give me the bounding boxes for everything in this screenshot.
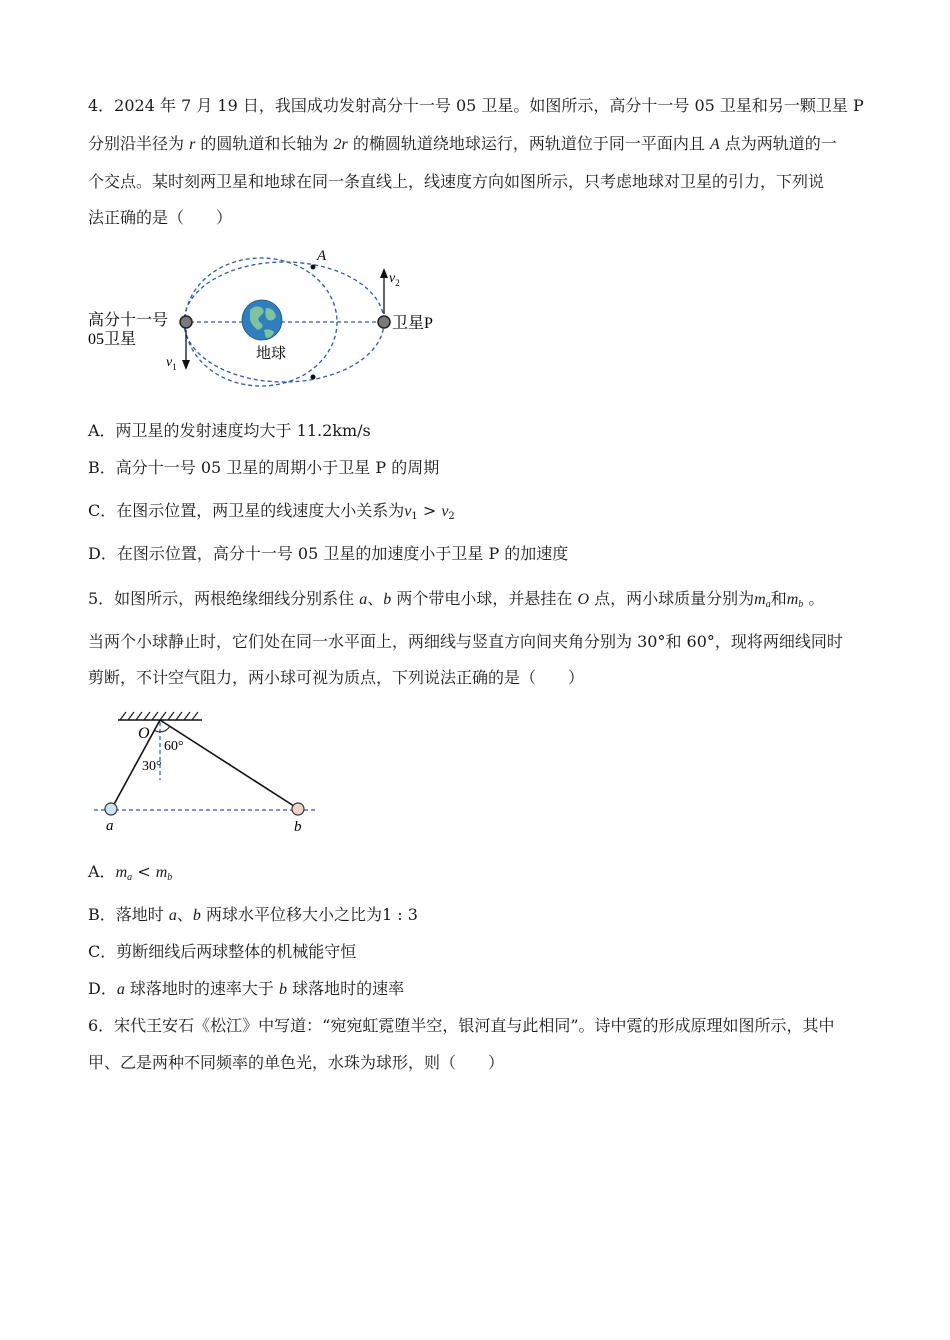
q6-stem-line2: 甲、乙是两种不同频率的单色光，水珠为球形，则（ ） <box>88 1053 505 1072</box>
q5-text: 、 <box>367 589 384 608</box>
op-lt: < <box>132 862 156 881</box>
q5-pendulum-figure <box>86 708 326 838</box>
q5-option-b-text: 、 <box>176 905 193 924</box>
label-60: 60° <box>164 739 184 754</box>
label-v1-sub: 1 <box>172 362 177 372</box>
label-sat1-line1: 高分十一号 <box>88 312 169 329</box>
q5-option-a[interactable] <box>88 862 172 888</box>
q5-option-d-text: D． <box>88 979 117 998</box>
ball-a <box>105 803 117 815</box>
label-o: O <box>138 725 150 742</box>
var-v1-sub: 1 <box>411 511 418 522</box>
angle-arc-30 <box>154 730 160 732</box>
var-v2-sub: 2 <box>448 511 455 522</box>
earth-icon <box>242 300 282 340</box>
q4-text: 的圆轨道和长轴为 <box>195 134 334 153</box>
var-ma: m <box>115 864 128 881</box>
satellite-gaofen-icon <box>180 316 192 328</box>
satellite-p-icon <box>378 316 390 328</box>
q5-text: 5．如图所示，两根绝缘细线分别系住 <box>88 589 360 608</box>
q4-orbit-figure <box>80 238 460 408</box>
var-v2: v <box>441 503 449 520</box>
q5-option-d[interactable] <box>88 979 404 1000</box>
q4-option-d[interactable]: D．在图示位置，高分十一号 05 卫星的加速度小于卫星 P 的加速度 <box>88 544 569 563</box>
var-ma: m <box>754 591 766 608</box>
op-gt: > <box>417 501 442 520</box>
point-a-dot <box>311 265 316 270</box>
var-ma-sub: a <box>127 872 133 883</box>
var-A: A <box>709 136 720 153</box>
q5-option-a-label: A． <box>88 862 116 881</box>
label-v1-main: v <box>166 355 173 370</box>
var-mb: m <box>786 591 799 608</box>
q5-option-b[interactable] <box>88 905 418 926</box>
q4-option-b[interactable]: B．高分十一号 05 卫星的周期小于卫星 P 的周期 <box>88 458 440 477</box>
label-sat-p: 卫星P <box>392 315 433 332</box>
var-o: O <box>577 591 590 608</box>
q5-text: 点，两小球质量分别为 <box>589 589 755 608</box>
q4-option-c-text: C．在图示位置，两卫星的线速度大小关系为 <box>88 501 405 520</box>
label-ball-a: a <box>106 818 114 834</box>
q5-option-b-text: 两球水平位移大小之比为1 : 3 <box>200 905 418 924</box>
v1-arrowhead-icon <box>182 360 190 370</box>
label-ball-b: b <box>294 819 302 835</box>
point-b-dot <box>311 375 316 380</box>
var-v1: v <box>404 503 412 520</box>
label-30: 30° <box>142 759 162 774</box>
q6-stem-line1: 6．宋代王安石《松江》中写道：“宛宛虹霓堕半空，银河直与此相同”。诗中霓的形成原理如图所示，其中 <box>88 1016 835 1035</box>
q4-option-c[interactable] <box>88 501 455 527</box>
var-ma-sub: a <box>765 599 771 610</box>
label-v2-sub: 2 <box>395 278 400 288</box>
q4-stem-line4: 法正确的是（ ） <box>88 208 233 227</box>
q5-option-d-text: 球落地时的速率大于 <box>124 979 280 998</box>
q5-option-b-text: B．落地时 <box>88 905 169 924</box>
q4-text: 的椭圆轨道绕地球运行，两轨道位于同一平面内且 <box>347 134 710 153</box>
label-earth: 地球 <box>256 346 287 362</box>
label-v1 <box>166 355 177 372</box>
var-mb-sub: b <box>167 872 173 883</box>
var-a: a <box>359 591 368 608</box>
q5-option-c[interactable]: C．剪断细线后两球整体的机械能守恒 <box>88 942 357 961</box>
q4-text: 点为两轨道的一 <box>719 134 837 153</box>
angle-arc-60 <box>160 726 170 732</box>
label-v2-main: v <box>389 271 396 286</box>
ceiling-hatch <box>120 712 198 720</box>
q5-stem-line3: 剪断，不计空气阻力，两小球可视为质点，下列说法正确的是（ ） <box>88 668 585 687</box>
q5-text: 和 <box>770 589 787 608</box>
var-b: b <box>383 591 392 608</box>
q5-text: 。 <box>803 589 825 608</box>
q4-option-a[interactable]: A．两卫星的发射速度均大于 11.2km/s <box>88 421 371 440</box>
ball-b <box>292 803 304 815</box>
label-a: A <box>317 248 327 264</box>
var-a: a <box>116 981 125 998</box>
var-2r: 2r <box>333 136 348 153</box>
label-v2 <box>389 271 400 288</box>
v2-arrowhead-icon <box>380 268 388 278</box>
var-b: b <box>279 981 288 998</box>
q4-stem-line3: 个交点。某时刻两卫星和地球在同一条直线上，线速度方向如图所示，只考虑地球对卫星的引力，下列说 <box>88 172 825 191</box>
q4-stem-line1: 4．2024 年 7 月 19 日，我国成功发射高分十一号 05 卫星。如图所示，高分十一号 05 卫星和另一颗卫星 P <box>88 96 864 115</box>
thread-b <box>160 720 297 808</box>
var-mb: m <box>155 864 168 881</box>
var-a: a <box>168 907 177 924</box>
label-sat1-line2: 05卫星 <box>88 331 137 348</box>
q5-text: 两个带电小球，并悬挂在 <box>391 589 578 608</box>
q4-stem-line2 <box>88 134 837 155</box>
var-b: b <box>192 907 201 924</box>
var-mb-sub: b <box>798 599 804 610</box>
q5-stem-line1 <box>88 589 824 615</box>
q5-stem-line2: 当两个小球静止时，它们处在同一水平面上，两细线与竖直方向间夹角分别为 30°和 60°，现将两细线同时 <box>88 632 843 651</box>
var-r: r <box>189 136 196 153</box>
q4-text: 分别沿半径为 <box>88 134 190 153</box>
q5-option-d-text: 球落地时的速率 <box>287 979 405 998</box>
